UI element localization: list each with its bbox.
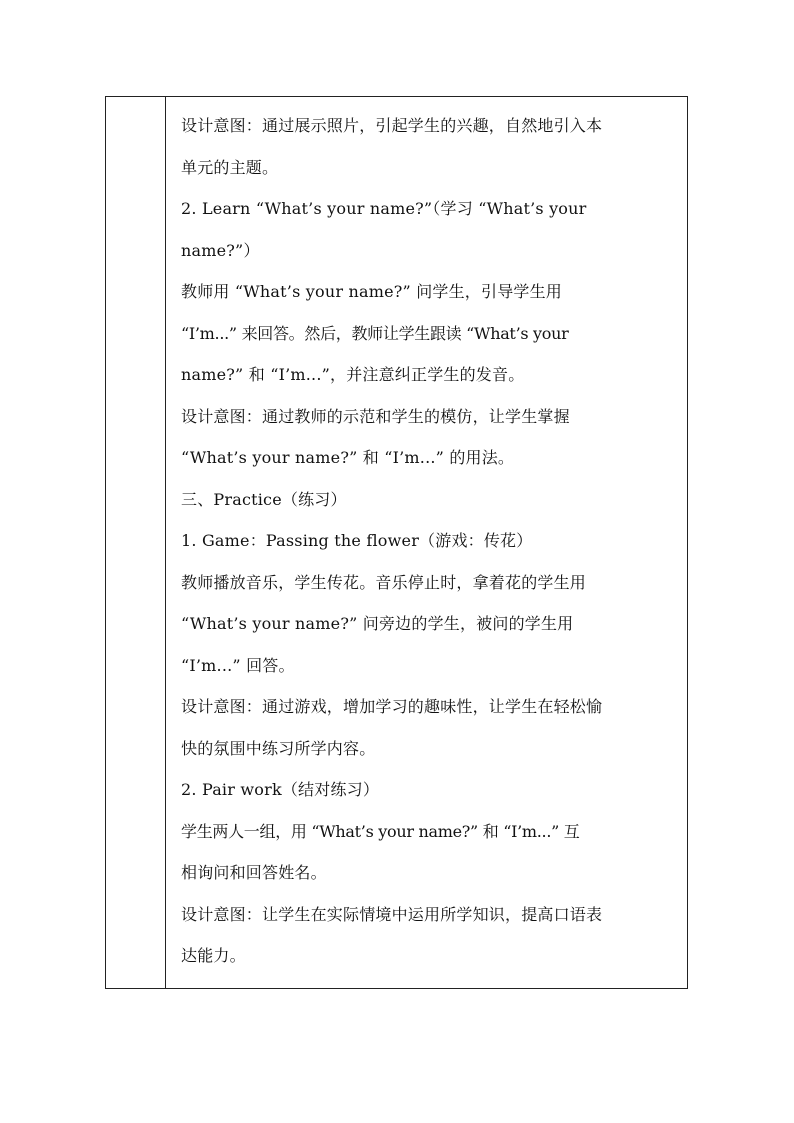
table-left-column	[106, 97, 166, 988]
text-line: 2. Pair work（结对练习）	[181, 780, 380, 799]
text-line: 单元的主题。	[181, 157, 279, 177]
text-line: 设计意图：让学生在实际情境中运用所学知识，提高口语表	[181, 904, 603, 924]
table-content-cell	[181, 105, 681, 977]
text-line: “What’s your name?” 和 “I’m...” 的用法。	[181, 448, 515, 467]
text-line: name?”）	[181, 240, 260, 260]
text-line: 相询问和回答姓名。	[181, 863, 327, 882]
text-line: 设计意图：通过展示照片，引起学生的兴趣，自然地引入本	[181, 116, 603, 135]
text-line: 设计意图：通过教师的示范和学生的模仿，让学生掌握	[181, 406, 570, 426]
text-line: 学生两人一组，用 “What’s your name?” 和 “I’m...” 互	[181, 821, 580, 841]
text-line: 2. Learn “What’s your name?”（学习 “What’s your	[181, 199, 587, 218]
text-line: 设计意图：通过游戏，增加学习的趣味性，让学生在轻松愉	[181, 697, 603, 716]
text-line: 教师播放音乐，学生传花。音乐停止时，拿着花的学生用	[181, 572, 587, 592]
text-line: “I’m...” 回答。	[181, 655, 295, 675]
text-line: “What’s your name?” 问旁边的学生，被问的学生用	[181, 614, 574, 633]
text-line: name?” 和 “I’m...”，并注意纠正学生的发音。	[181, 365, 525, 384]
section-heading: 三、Practice（练习）	[181, 489, 347, 509]
text-line: 1. Game：Passing the flower（游戏：传花）	[181, 531, 533, 550]
text-line: 达能力。	[181, 946, 246, 965]
text-line: “I’m...” 来回答。然后，教师让学生跟读 “What’s your	[181, 323, 569, 343]
text-line: 教师用 “What’s your name?” 问学生，引导学生用	[181, 282, 563, 301]
text-line: 快的氛围中练习所学内容。	[181, 738, 376, 758]
lesson-table	[105, 96, 688, 989]
